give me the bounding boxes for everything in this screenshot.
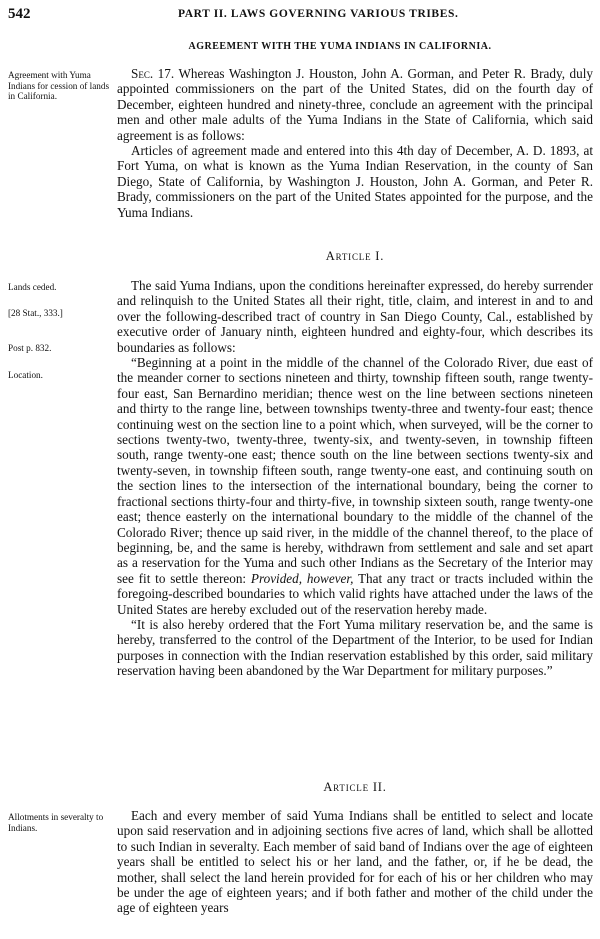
article-1-paragraph-2a: “Beginning at a point in the middle of the channel of the Colorado River, due east of the meander corner to sections nineteen and thirty, township fifteen south, range twenty-four east, San Bernardino meridian; thence west on the line between sections nineteen and thirty to the range line, between townships twenty-three and twenty-four east; thence continuing west on the section line to a point which, when surveyed, will be the corner to sections twenty-two, twenty-three, twenty-six, and twenty-seven, in township fifteen south, range twenty-one east; thence south on the line between sections twenty-six and twenty-seven, in township fifteen south, range twenty-one east, and continuing south on the section lines to the intersection of the international boundary, being the corner to fractional sections thirty-four and thirty-five, in township sixteen south, range twenty-one east; thence easterly on the international boundary to the middle of the channel of the Colorado River; thence up said river, in the middle of the channel thereof, to the place of beginning, be, and the same is hereby, withdrawn from settlement and sale and set apart as a reservation for the Yuma and such other Indians as the Secretary of the Interior may see fit to settle thereon: bbox=[117, 355, 593, 586]
section-17-paragraph-2: Articles of agreement made and entered into this 4th day of December, A. D. 1893, at Fort Yuma, on what is known as the Yuma Indian Reservation, in the county of San Diego, State of California, by Washington J. Houston, John A. Gorman, and Peter R. Brady, commissioners on the part of the United States appointed for the purpose, and the Yuma Indians. bbox=[117, 143, 593, 220]
section-17-paragraph-1 bbox=[117, 66, 593, 143]
page-number: 542 bbox=[8, 6, 31, 22]
margin-note-stat-ref: [28 Stat., 333.] bbox=[8, 308, 63, 318]
article-2-paragraph-1: Each and every member of said Yuma Indians shall be entitled to select and locate upon said reservation and in adjoining sections five acres of land, which shall be allotted to such Indian in severalty. Each member of said band of Indians over the age of eighteen years shall be entitled to select his or her land, and the father, or, if he be dead, the mother, shall select the land herein provided for for each of his or her children who may be under the age of eighteen years; and if both father and mother of the child under the age of eighteen years bbox=[117, 808, 593, 916]
section-17 bbox=[117, 66, 593, 220]
section-17-lead: Sec. 17. bbox=[131, 66, 175, 81]
section-17-text: Whereas Washington J. Houston, John A. Gorman, and Peter R. Brady, duly appointed commissioners on the part of the United States, did on the fourth day of December, eighteen hundred and ninety-three, conclude an agreement with the principal men and other male adults of the Yuma Indians in the State of California, which said agreement is as follows: bbox=[117, 66, 593, 143]
article-2-heading: Article II. bbox=[323, 780, 387, 794]
article-1-paragraph-3: “It is also hereby ordered that the Fort Yuma military reservation be, and the same is hereby, transferred to the control of the Department of the Interior, to be used for Indian purposes in connection with the Indian reservation established by this order, said military reservation having been abandoned by the War Department for military purposes.” bbox=[117, 616, 593, 679]
margin-note-post-ref: Post p. 832. bbox=[8, 343, 52, 353]
article-1-paragraph-2 bbox=[117, 355, 593, 617]
article-1-paragraph-2b: That any tract or tracts included within the foregoing-described boundaries to which valid rights have attached under the laws of the United States are hereby excluded out of the reservation hereby made. bbox=[117, 570, 594, 617]
running-title: PART II. LAWS GOVERNING VARIOUS TRIBES. bbox=[178, 8, 459, 20]
margin-note-allotments: Allotments in severalty to Indians. bbox=[8, 812, 104, 833]
page-header bbox=[8, 6, 592, 26]
article-1-heading: Article I. bbox=[325, 249, 385, 263]
article-1-paragraph-1: The said Yuma Indians, upon the conditions hereinafter expressed, do hereby surrender and relinquish to the United States all their right, title, claim, and interest in and to and over the following-described tract of country in San Diego County, Cal., established by executive order of January ninth, eighteen hundred and eighty-four, which describes its boundaries as follows: bbox=[117, 278, 593, 355]
agreement-title: AGREEMENT WITH THE YUMA INDIANS IN CALIFORNIA. bbox=[188, 41, 492, 52]
margin-note-lands-ceded: Lands ceded. bbox=[8, 282, 57, 292]
article-1 bbox=[117, 278, 593, 679]
margin-note-agreement: Agreement with Yuma Indians for cession of lands in California. bbox=[8, 70, 110, 101]
margin-note-location: Location. bbox=[8, 370, 43, 380]
article-2 bbox=[117, 808, 593, 916]
proviso-italic: Provided, however, bbox=[250, 570, 354, 586]
